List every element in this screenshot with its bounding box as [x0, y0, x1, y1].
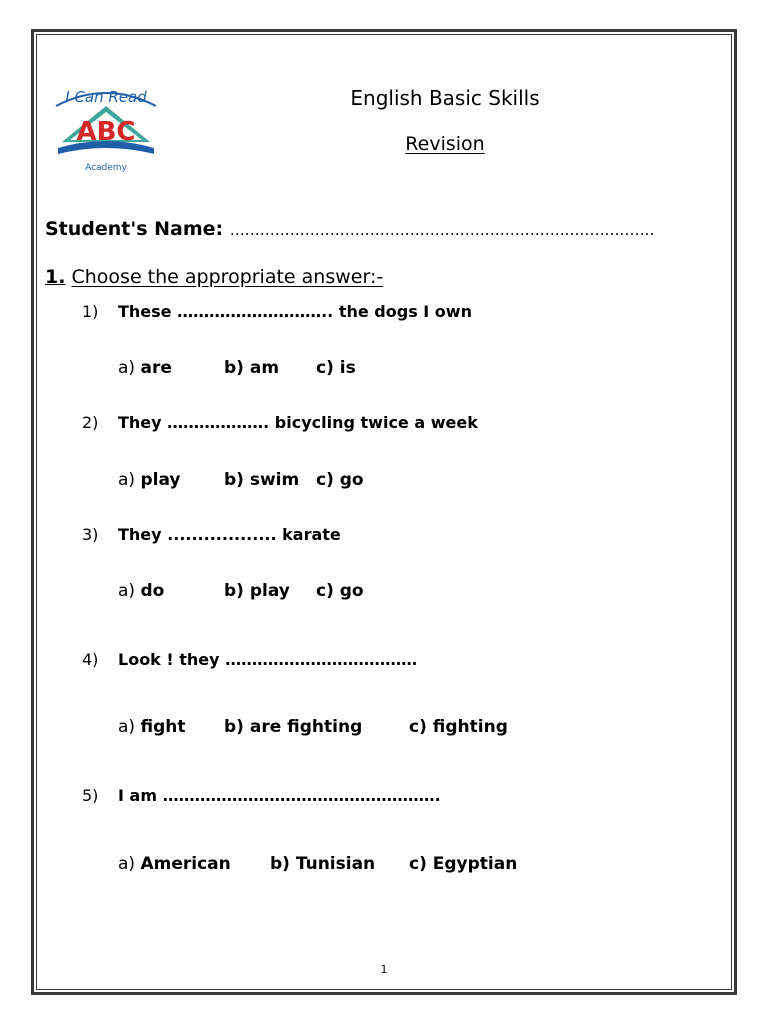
question-number: 1): [82, 302, 99, 321]
option-b[interactable]: b) are fighting: [224, 717, 363, 737]
page-title: English Basic Skills: [350, 86, 540, 110]
option-text: are: [140, 358, 172, 378]
option-c[interactable]: c) Egyptian: [409, 854, 518, 874]
question-5: [82, 786, 441, 805]
question-4: [82, 650, 417, 669]
page-subtitle: [300, 133, 590, 155]
page-number: 1: [380, 963, 388, 976]
student-name-blank[interactable]: ………………………………………………………….………………: [229, 221, 655, 239]
question-1: [82, 302, 472, 321]
option-a[interactable]: [118, 470, 181, 490]
student-name-label: Student's Name:: [45, 218, 224, 240]
option-c[interactable]: c) go: [316, 470, 364, 490]
option-c[interactable]: c) is: [316, 358, 356, 378]
option-a[interactable]: [118, 581, 164, 601]
option-letter: a): [118, 470, 136, 490]
logo-bottom-text: Academy: [85, 163, 127, 173]
academy-logo: [50, 84, 162, 176]
option-a[interactable]: [118, 358, 172, 378]
option-b[interactable]: b) am: [224, 358, 280, 378]
option-letter: a): [118, 854, 136, 874]
option-b[interactable]: b) swim: [224, 470, 300, 490]
question-text: They .................. karate: [118, 525, 341, 544]
question-number: 5): [82, 786, 99, 805]
question-text: I am …………………………………………….: [118, 786, 441, 805]
option-text: fight: [140, 717, 186, 737]
option-c[interactable]: c) go: [316, 581, 364, 601]
option-letter: a): [118, 358, 136, 378]
option-text: do: [140, 581, 165, 601]
section-heading: [45, 266, 383, 288]
question-2: [82, 413, 478, 432]
question-3: [82, 525, 341, 544]
option-letter: a): [118, 581, 136, 601]
option-text: American: [140, 854, 231, 874]
option-a[interactable]: [118, 854, 231, 874]
option-c[interactable]: c) fighting: [409, 717, 508, 737]
question-number: 3): [82, 525, 99, 544]
question-number: 4): [82, 650, 99, 669]
logo-letters: ABC: [76, 117, 136, 147]
student-name-line: [45, 218, 655, 240]
section-title: Choose the appropriate answer:-: [71, 266, 384, 288]
logo-top-text: I Can Read: [65, 88, 147, 106]
question-text: They ………………. bicycling twice a week: [118, 413, 478, 432]
page-border-inner: [36, 34, 732, 990]
question-number: 2): [82, 413, 99, 432]
option-text: play: [140, 470, 181, 490]
option-a[interactable]: [118, 717, 185, 737]
question-text: Look ! they ………………………………: [118, 650, 418, 669]
section-number: 1.: [45, 266, 66, 288]
option-b[interactable]: b) play: [224, 581, 290, 601]
option-b[interactable]: b) Tunisian: [270, 854, 376, 874]
option-letter: a): [118, 717, 136, 737]
question-text: These ……………………….. the dogs I own: [118, 302, 472, 321]
subtitle-text: Revision: [405, 133, 485, 155]
